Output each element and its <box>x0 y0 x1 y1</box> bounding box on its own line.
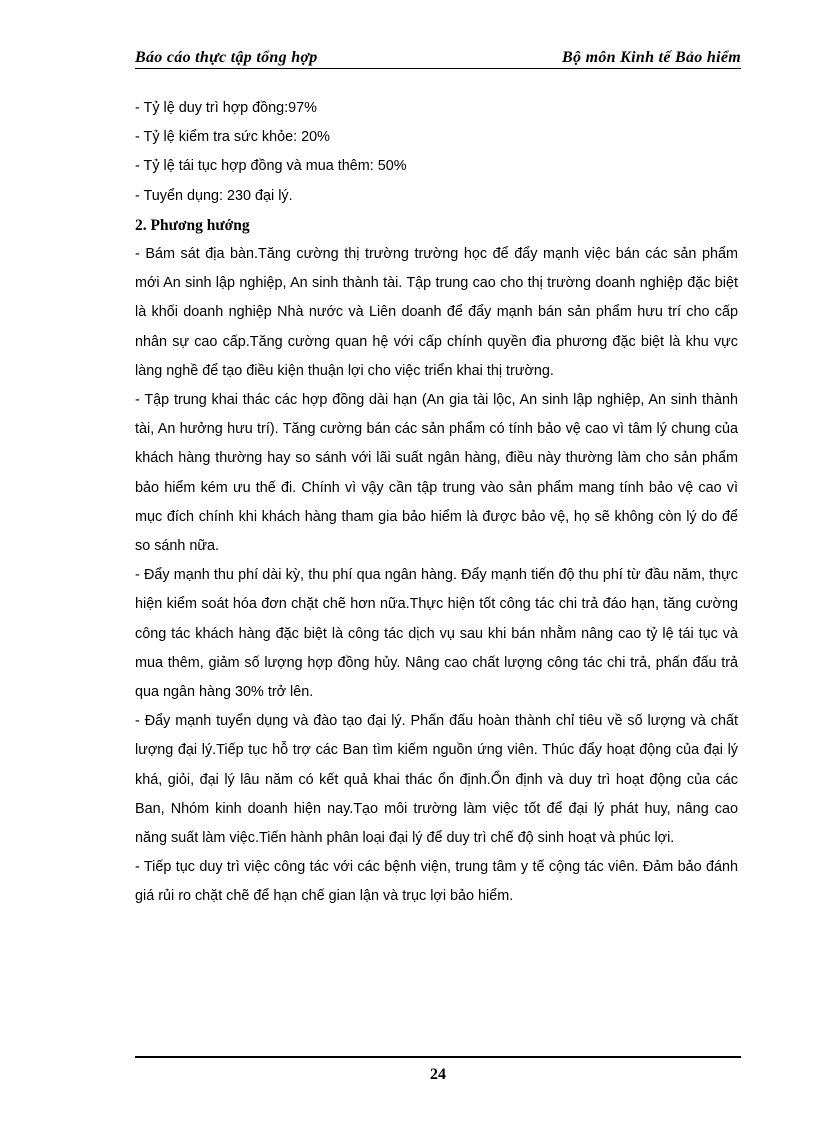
stat-health-check: - Tỷ lệ kiểm tra sức khỏe: 20% <box>135 129 330 146</box>
header-report-title: Báo cáo thực tập tổng hợp <box>135 49 318 66</box>
header-department: Bộ môn Kinh tế Bảo hiểm <box>562 49 741 66</box>
paragraph-hospital-cooperation: - Tiếp tục duy trì việc công tác với các bệnh viện, trung tâm y tế cộng tác viên. Đảm bảo đánh giá rủi ro chặt chẽ để hạn chế gian lận và trục lợi bảo hiểm. <box>135 859 738 905</box>
section-heading: 2. Phương hướng <box>135 216 250 234</box>
paragraph-long-term-contracts: - Tập trung khai thác các hợp đồng dài hạn (An gia tài lộc, An sinh lập nghiệp, An sinh thành tài, An hưởng hưu trí). Tăng cường bán các sản phẩm có tính bảo vệ cao vì tâm lý chung của khách hàng thường hay so sánh với lãi suất ngân hàng, điều này thường làm cho sản phẩm bảo hiểm kém ưu thế đi. Chính vì vậy cần tập trung vào sản phẩm mang tính bảo vệ cao vì mục đích chính khi khách hàng tham gia bảo hiểm là được bảo vệ, họ sẽ không còn lý do để so sánh nữa. <box>135 392 738 555</box>
page-header <box>135 46 741 69</box>
page-body <box>135 94 738 912</box>
page-number: 24 <box>430 1066 446 1083</box>
stat-renewal: - Tỷ lệ tái tục hợp đồng và mua thêm: 50% <box>135 158 407 175</box>
paragraph-market: - Bám sát địa bàn.Tăng cường thị trường trường học để đẩy mạnh việc bán các sản phẩm mới An sinh lập nghiệp, An sinh thành tài. Tập trung cao cho thị trường doanh nghiệp đặc biệt là khối doanh nghiệp Nhà nước và Liên doanh để đẩy mạnh bán sản phẩm hưu trí cho cấp nhân sự cao cấp.Tăng cường quan hệ với cấp chính quyền đia phương đặc biệt là khu vực làng nghề để tạo điều kiện thuận lợi cho việc triển khai thị trường. <box>135 246 738 379</box>
stat-recruitment: - Tuyển dụng: 230 đại lý. <box>135 187 293 204</box>
paragraph-premium-collection: - Đẩy mạnh thu phí dài kỳ, thu phí qua ngân hàng. Đẩy mạnh tiến độ thu phí từ đầu năm, thực hiện kiểm soát hóa đơn chặt chẽ hơn nữa.Thực hiện tốt công tác chi trả đáo hạn, tăng cường công tác khách hàng đặc biệt là công tác dịch vụ sau khi bán nhằm nâng cao tỷ lệ tái tục và mua thêm, giảm số lượng hợp đồng hủy. Nâng cao chất lượng công tác chi trả, phấn đấu trả qua ngân hàng 30% trở lên. <box>135 567 738 701</box>
paragraph-agent-recruitment: - Đẩy mạnh tuyển dụng và đào tạo đại lý. Phấn đấu hoàn thành chỉ tiêu về số lượng và chất lượng đại lý.Tiếp tục hỗ trợ các Ban tìm kiếm nguồn ứng viên. Thúc đẩy hoạt động của đại lý khá, giỏi, đại lý lâu năm có kết quả khai thác ổn định.Ổn định và duy trì hoạt động của các Ban, Nhóm kinh doanh hiện nay.Tạo môi trường làm việc tốt để đại lý phát huy, nâng cao năng suất làm việc.Tiến hành phân loại đại lý để duy trì chế độ sinh hoạt và phúc lợi. <box>135 713 738 847</box>
footer-divider <box>135 1056 741 1058</box>
stat-contract-retention: - Tỷ lệ duy trì hợp đồng:97% <box>135 100 317 116</box>
